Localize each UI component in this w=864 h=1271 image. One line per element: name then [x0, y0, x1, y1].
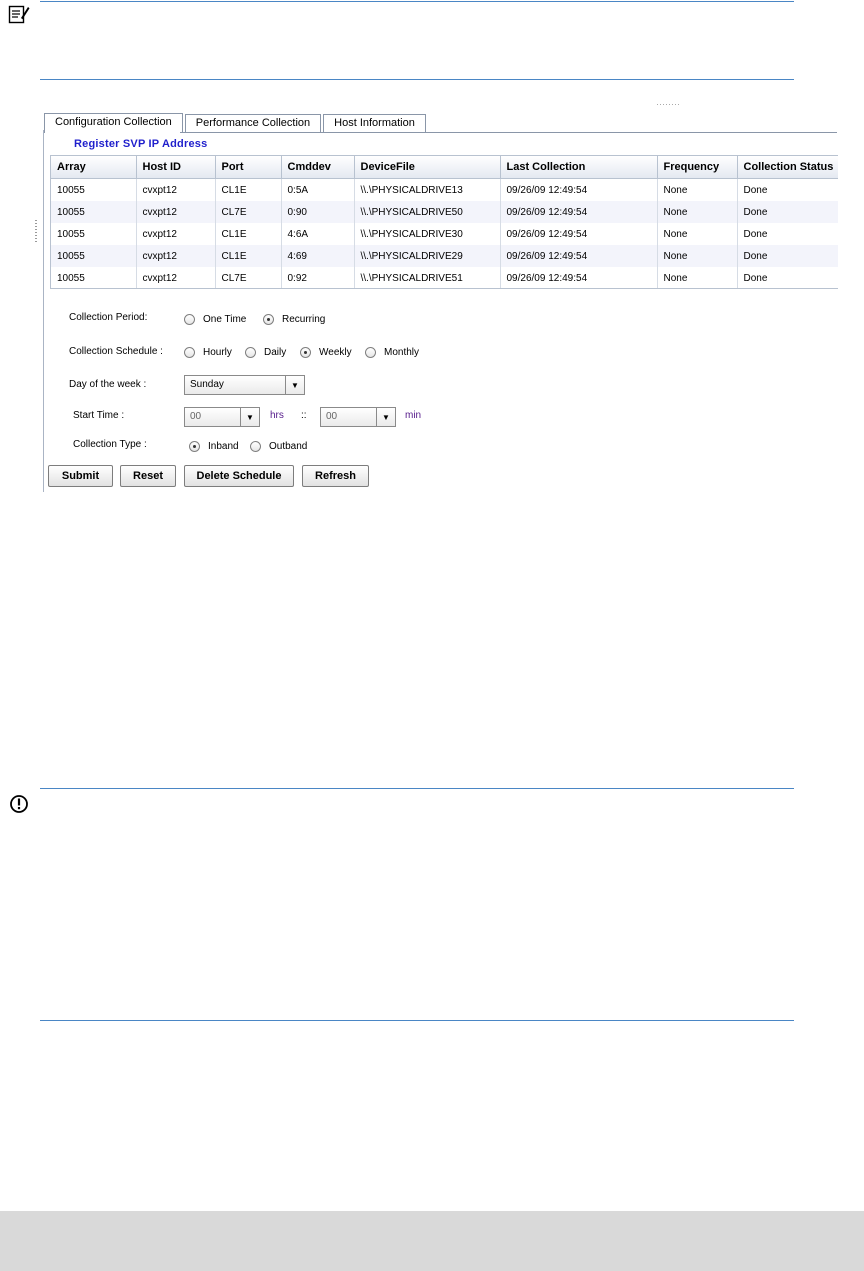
radio-circle-icon — [245, 347, 256, 358]
table-row[interactable] — [51, 201, 838, 223]
cell-host-id: cvxpt12 — [136, 179, 215, 202]
cell-frequency: None — [657, 267, 737, 289]
tab-host-information[interactable]: Host Information — [323, 114, 426, 132]
column-header-array[interactable]: Array — [51, 156, 136, 179]
dotted-decoration — [657, 104, 679, 105]
cell-frequency: None — [657, 223, 737, 245]
cell-host-id: cvxpt12 — [136, 267, 215, 289]
cell-cmddev: 4:6A — [281, 223, 354, 245]
collection-table — [50, 155, 838, 289]
start-hours-select[interactable]: 00 ▼ — [184, 407, 260, 427]
radio-circle-icon — [184, 347, 195, 358]
cell-array: 10055 — [51, 267, 136, 289]
radio-selected-icon — [263, 314, 274, 325]
column-header-host-id[interactable]: Host ID — [136, 156, 215, 179]
column-header-cmddev[interactable]: Cmddev — [281, 156, 354, 179]
note-top-rule — [40, 1, 794, 2]
cell-cmddev: 4:69 — [281, 245, 354, 267]
cell-array: 10055 — [51, 201, 136, 223]
type-inband-radio[interactable]: Inband — [189, 441, 239, 452]
cell-collection-status: Done — [737, 223, 838, 245]
cell-port: CL1E — [215, 179, 281, 202]
minutes-unit-label: min — [405, 410, 422, 421]
delete-schedule-button[interactable]: Delete Schedule — [184, 465, 294, 487]
cell-collection-status: Done — [737, 201, 838, 223]
hours-unit-label: hrs — [270, 410, 284, 421]
page-footer-bar — [0, 1211, 864, 1271]
cell-last-collection: 09/26/09 12:49:54 — [500, 267, 657, 289]
cell-last-collection: 09/26/09 12:49:54 — [500, 179, 657, 202]
cell-host-id: cvxpt12 — [136, 223, 215, 245]
resize-grip[interactable] — [35, 220, 37, 242]
important-bottom-rule — [40, 1020, 794, 1021]
cell-port: CL1E — [215, 245, 281, 267]
radio-circle-icon — [184, 314, 195, 325]
cell-last-collection: 09/26/09 12:49:54 — [500, 245, 657, 267]
cell-port: CL7E — [215, 267, 281, 289]
cell-array: 10055 — [51, 245, 136, 267]
cell-collection-status: Done — [737, 179, 838, 202]
table-row[interactable] — [51, 179, 838, 202]
collection-period-label: Collection Period: — [69, 312, 148, 323]
cell-devicefile: \\.\PHYSICALDRIVE51 — [354, 267, 500, 289]
schedule-weekly-radio[interactable]: Weekly — [300, 347, 352, 358]
table-row[interactable] — [51, 223, 838, 245]
column-header-port[interactable]: Port — [215, 156, 281, 179]
column-header-frequency[interactable]: Frequency — [657, 156, 737, 179]
dropdown-arrow-icon: ▼ — [285, 376, 304, 394]
note-bottom-rule — [40, 79, 794, 80]
cell-collection-status: Done — [737, 245, 838, 267]
cell-devicefile: \\.\PHYSICALDRIVE50 — [354, 201, 500, 223]
register-svp-link[interactable]: Register SVP IP Address — [74, 138, 208, 150]
time-separator: :: — [301, 410, 307, 421]
dropdown-arrow-icon: ▼ — [240, 408, 259, 426]
cell-devicefile: \\.\PHYSICALDRIVE29 — [354, 245, 500, 267]
table-row[interactable] — [51, 245, 838, 267]
cell-host-id: cvxpt12 — [136, 245, 215, 267]
exclamation-circle-icon — [8, 794, 30, 814]
column-header-devicefile[interactable]: DeviceFile — [354, 156, 500, 179]
radio-selected-icon — [300, 347, 311, 358]
day-of-week-label: Day of the week : — [69, 379, 147, 390]
cell-frequency: None — [657, 245, 737, 267]
cell-devicefile: \\.\PHYSICALDRIVE30 — [354, 223, 500, 245]
dropdown-arrow-icon: ▼ — [376, 408, 395, 426]
tab-performance-collection[interactable]: Performance Collection — [185, 114, 321, 132]
cell-devicefile: \\.\PHYSICALDRIVE13 — [354, 179, 500, 202]
cell-port: CL1E — [215, 223, 281, 245]
cell-host-id: cvxpt12 — [136, 201, 215, 223]
cell-array: 10055 — [51, 179, 136, 202]
tab-configuration-collection[interactable]: Configuration Collection — [44, 113, 183, 133]
cell-collection-status: Done — [737, 267, 838, 289]
schedule-monthly-radio[interactable]: Monthly — [365, 347, 419, 358]
column-header-last-collection[interactable]: Last Collection — [500, 156, 657, 179]
cell-port: CL7E — [215, 201, 281, 223]
cell-last-collection: 09/26/09 12:49:54 — [500, 223, 657, 245]
cell-cmddev: 0:92 — [281, 267, 354, 289]
submit-button[interactable]: Submit — [48, 465, 113, 487]
collection-type-label: Collection Type : — [73, 439, 147, 450]
start-time-label: Start Time : — [73, 410, 125, 421]
cell-array: 10055 — [51, 223, 136, 245]
note-pad-icon — [8, 4, 30, 24]
schedule-daily-radio[interactable]: Daily — [245, 347, 286, 358]
cell-cmddev: 0:5A — [281, 179, 354, 202]
radio-circle-icon — [250, 441, 261, 452]
radio-circle-icon — [365, 347, 376, 358]
cell-last-collection: 09/26/09 12:49:54 — [500, 201, 657, 223]
type-outband-radio[interactable]: Outband — [250, 441, 307, 452]
collection-schedule-label: Collection Schedule : — [69, 346, 163, 357]
start-minutes-select[interactable]: 00 ▼ — [320, 407, 396, 427]
period-recurring-radio[interactable]: Recurring — [263, 314, 325, 325]
collection-panel — [43, 110, 837, 494]
table-row[interactable] — [51, 267, 838, 289]
day-of-week-select[interactable]: Sunday ▼ — [184, 375, 305, 395]
cell-cmddev: 0:90 — [281, 201, 354, 223]
cell-frequency: None — [657, 179, 737, 202]
period-one-time-radio[interactable]: One Time — [184, 314, 246, 325]
table-header-row — [51, 156, 838, 179]
radio-selected-icon — [189, 441, 200, 452]
cell-frequency: None — [657, 201, 737, 223]
refresh-button[interactable]: Refresh — [302, 465, 369, 487]
schedule-hourly-radio[interactable]: Hourly — [184, 347, 232, 358]
reset-button[interactable]: Reset — [120, 465, 176, 487]
important-top-rule — [40, 788, 794, 789]
column-header-collection-status[interactable]: Collection Status — [737, 156, 838, 179]
tab-bar — [44, 114, 428, 132]
